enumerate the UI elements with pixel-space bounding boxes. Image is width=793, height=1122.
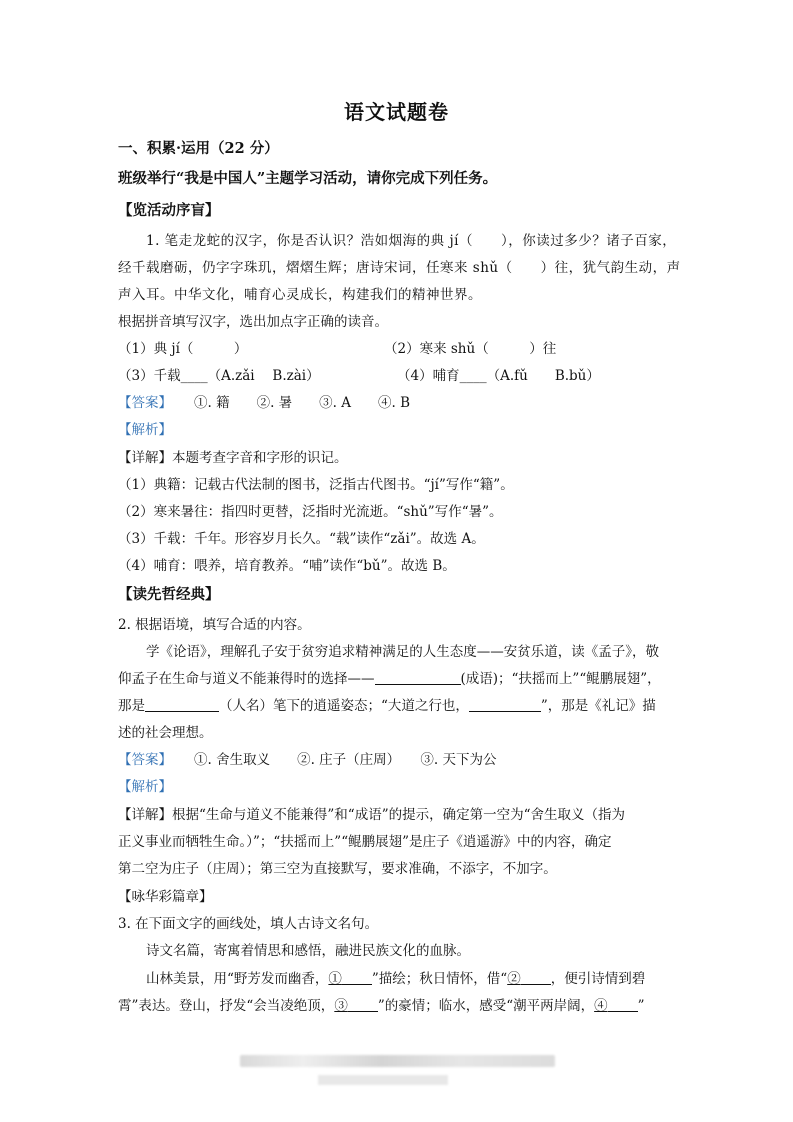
q2-stem: 2. 根据语境，填写合适的内容。: [118, 617, 311, 633]
q1-item-2: （2）寒来 shǔ（ ）往: [384, 341, 557, 357]
q1-item-3: （3）千载____（A.zǎi B.zài）: [118, 368, 320, 384]
fill-blank-q3-3[interactable]: [348, 997, 378, 1012]
q1-passage-line-1: 1. 笔走龙蛇的汉字，你是否认识？浩如烟海的典 jí（ ），你读过多少？诸子百家，: [146, 233, 677, 249]
fill-blank-q3-1[interactable]: [342, 970, 372, 985]
q1-instruction: 根据拼音填写汉字，选出加点字正确的读音。: [118, 314, 388, 330]
q3-text: 山林美景，用“野芳发而幽香，: [146, 971, 329, 987]
q2-text: 仰孟子在生命与道义不能兼得时的选择——: [118, 671, 375, 687]
analysis-label: 【解析】: [118, 422, 172, 438]
q3-passage-line-1: 诗文名篇，寄寓着情思和感悟，融进民族文化的血脉。: [146, 943, 470, 959]
q2-answer-row: [118, 750, 497, 770]
q1-passage-line-3: 声入耳。中华文化，哺育心灵成长，构建我们的精神世界。: [118, 287, 482, 303]
answer-text: ①. 籍 ②. 暑 ③. A ④. B: [194, 395, 410, 411]
blank-marker-1: ①: [328, 971, 342, 987]
q3-passage-line-2: [146, 969, 645, 989]
q3-stem: 3. 在下面文字的画线处，填人古诗文名句。: [118, 916, 379, 932]
q1-item-1: （1）典 jí（ ）: [118, 341, 248, 357]
fill-blank-2[interactable]: [145, 697, 219, 712]
subsection-heading-3: 【咏华彩篇章】: [118, 889, 213, 905]
blank-marker-2: ②: [507, 971, 521, 987]
q1-detail-1: （1）典籍：记载古代法制的图书，泛指古代图书。“jí”写作“籍”。: [118, 477, 514, 493]
q1-answer-row: [118, 393, 410, 413]
section-heading: 一、积累·运用（22 分）: [118, 140, 279, 157]
q2-text: ”，那是《礼记》描: [540, 698, 656, 714]
fill-blank-1[interactable]: [375, 670, 461, 685]
activity-intro: 班级举行“我是中国人”主题学习活动，请你完成下列任务。: [118, 170, 498, 187]
q1-detail-3: （3）千载：千年。形容岁月长久。“载”读作“zǎi”。故选 A。: [118, 531, 485, 547]
q3-passage-line-3: [118, 996, 645, 1016]
q2-passage-line-1: 学《论语》，理解孔子安于贫穷追求精神满足的人生态度——安贫乐道，读《孟子》，敬: [146, 644, 659, 660]
q1-passage-line-2: 经千载磨砺，仍字字珠玑，熠熠生辉；唐诗宋词，任寒来 shǔ（ ）往，犹气韵生动，声: [118, 260, 681, 276]
q3-text: ”: [637, 998, 645, 1014]
q2-text: 那是: [118, 698, 145, 714]
blurred-footer: [240, 1055, 555, 1067]
answer-text: ①. 舍生取义 ②. 庄子（庄周） ③. 天下为公: [194, 752, 497, 768]
q2-text: (成语)；“扶摇而上”“鲲鹏展翅”，: [460, 671, 661, 687]
fill-blank-q3-2[interactable]: [521, 970, 551, 985]
page-title: 语文试题卷: [344, 100, 449, 124]
fill-blank-3[interactable]: [469, 697, 541, 712]
q2-passage-line-2: [118, 669, 661, 689]
blurred-footer-sub: [318, 1075, 448, 1085]
fill-blank-q3-4[interactable]: [608, 997, 638, 1012]
q2-detail-2: 正义事业而牺牲生命。）”；“扶摇而上”“鲲鹏展翅”是庄子《逍遥游》中的内容，确定: [118, 834, 612, 850]
q2-text: （人名）笔下的逍遥姿态；“大道之行也，: [219, 698, 469, 714]
q2-detail-1: 【详解】根据“生命与道义不能兼得”和“成语”的提示，确定第一空为“舍生取义（指为: [118, 807, 626, 823]
q3-text: ”的豪情；临水，感受“潮平两岸阔，: [377, 998, 595, 1014]
blank-marker-3: ③: [334, 998, 348, 1014]
analysis-label: 【解析】: [118, 779, 172, 795]
q3-text: ”描绘；秋日情怀，借“: [371, 971, 508, 987]
subsection-heading-1: 【览活动序盲】: [118, 202, 220, 219]
subsection-heading-2: 【读先哲经典】: [118, 586, 220, 603]
q1-detail-4: （4）哺育：喂养，培育教养。“哺”读作“bǔ”。故选 B。: [118, 558, 456, 574]
q2-detail-3: 第二空为庄子（庄周）；第三空为直接默写，要求准确，不添字，不加字。: [118, 861, 557, 877]
q2-passage-line-4: 述的社会理想。: [118, 725, 213, 741]
q1-detail-intro: 【详解】本题考查字音和字形的识记。: [118, 450, 348, 466]
q1-detail-2: （2）寒来暑往：指四时更替，泛指时光流逝。“shǔ”写作“暑”。: [118, 504, 503, 520]
answer-label: 【答案】: [118, 395, 172, 411]
q2-passage-line-3: [118, 696, 656, 716]
q1-item-4: （4）哺育____（A.fǔ B.bǔ）: [397, 368, 600, 384]
blank-marker-4: ④: [594, 998, 608, 1014]
q3-text: 霄”表达。登山，抒发“会当凌绝顶，: [118, 998, 335, 1014]
q3-text: ，便引诗情到碧: [550, 971, 646, 987]
answer-label: 【答案】: [118, 752, 172, 768]
